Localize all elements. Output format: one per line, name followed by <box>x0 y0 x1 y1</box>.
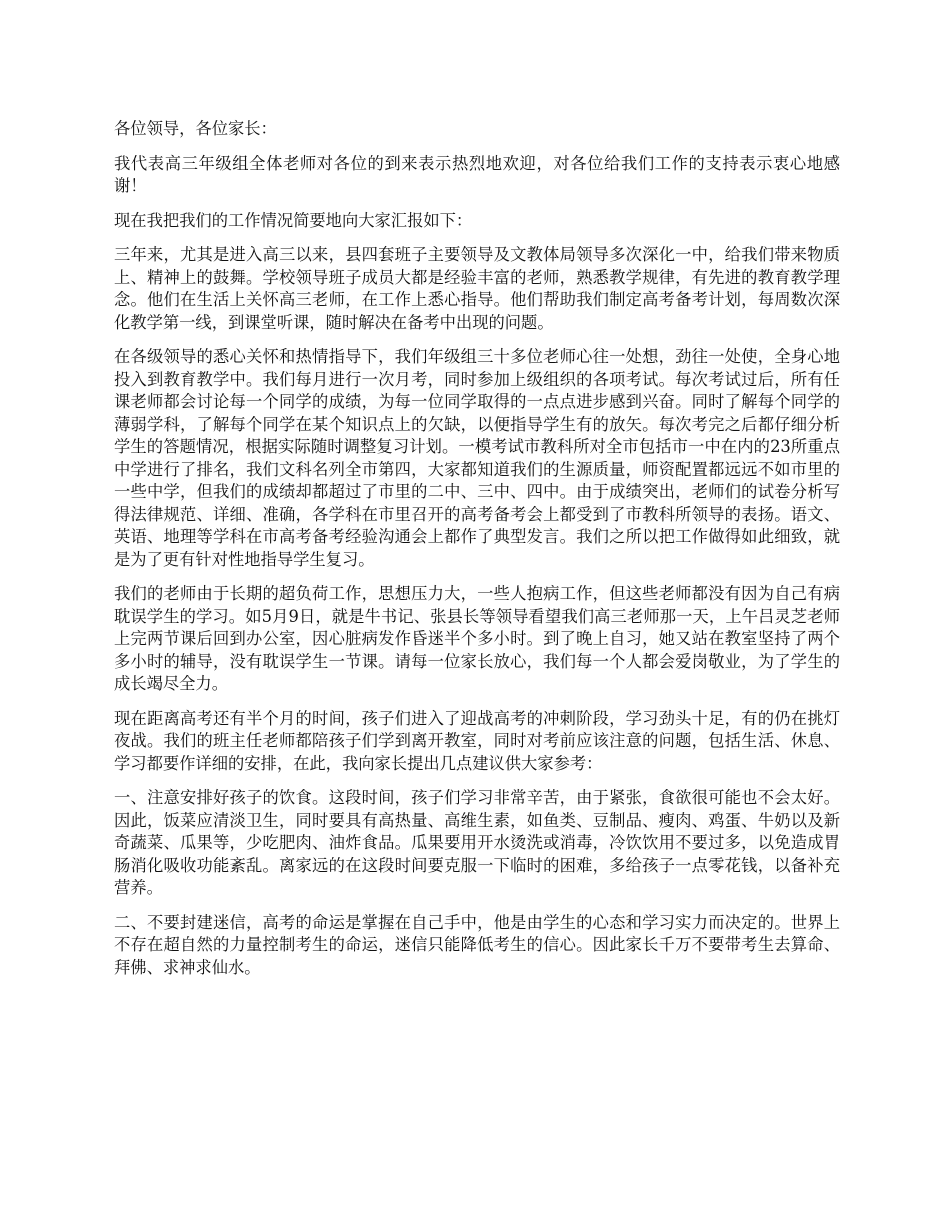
paragraph-intro: 现在我把我们的工作情况简要地向大家汇报如下： <box>114 210 473 230</box>
paragraph-teacher-dedication: 我们的老师由于长期的超负荷工作，思想压力大，一些人抱病工作，但这些老师都没有因为自己有病耽误学生的学习。如5月9日，就是牛书记、张县长等领导看望我们高三老师那一天，上午吕灵芝老师上完两节课后回到办公室，因心脏病发作昏迷半个多小时。到了晚上自习，她又站在教室坚持了两个多小时的辅导，没有耽误学生一节课。请每一位家长放心，我们每一个人都会爱岗敬业，为了学生的成长竭尽全力。 <box>114 584 840 693</box>
paragraph-welcome: 我代表高三年级组全体老师对各位的到来表示热烈地欢迎，对各位给我们工作的支持表示衷心地感谢！ <box>114 153 840 195</box>
paragraph-teaching-work: 在各级领导的悉心关怀和热情指导下，我们年级组三十多位老师心往一处想，劲往一处使，全身心地投入到教育教学中。我们每月进行一次月考，同时参加上级组织的各项考试。每次考试过后，所有任课老师都会讨论每一个同学的成绩，为每一位同学取得的一点点进步感到兴奋。同时了解每个同学的薄弱学科，了解每个同学在某个知识点上的欠缺，以便指导学生有的放矢。每次考完之后都仔细分析学生的答题情况，根据实际随时调整复习计划。一模考试市教科所对全市包括市一中在内的23所重点中学进行了排名，我们文科名列全市第四，大家都知道我们的生源质量，师资配置都远远不如市里的一些中学，但我们的成绩却都超过了市里的二中、三中、四中。由于成绩突出，老师们的试卷分析写得法律规范、详细、准确，各学科在市里召开的高考备考会上都受到了市教科所领导的表扬。语文、英语、地理等学科在市高考备考经验沟通会上都作了典型发言。我们之所以把工作做得如此细致，就是为了更有针对性地指导学生复习。 <box>114 347 840 569</box>
document-page <box>114 118 840 991</box>
paragraph-suggestion-superstition: 二、不要封建迷信，高考的命运是掌握在自己手中，他是由学生的心态和学习实力而决定的。世界上不存在超自然的力量控制考生的命运，迷信只能降低考生的信心。因此家长千万不要带考生去算命、拜佛、求神求仙水。 <box>114 912 840 977</box>
paragraph-leadership: 三年来，尤其是进入高三以来，县四套班子主要领导及文教体局领导多次深化一中，给我们带来物质上、精神上的鼓舞。学校领导班子成员大都是经验丰富的老师，熟悉教学规律，有先进的教育教学理念。他们在生活上关怀高三老师，在工作上悉心指导。他们帮助我们制定高考备考计划，每周数次深化教学第一线，到课堂听课，随时解决在备考中出现的问题。 <box>114 245 840 332</box>
paragraph-suggestion-diet: 一、注意安排好孩子的饮食。这段时间，孩子们学习非常辛苦，由于紧张，食欲很可能也不会太好。因此，饭菜应清淡卫生，同时要具有高热量、高维生素，如鱼类、豆制品、瘦肉、鸡蛋、牛奶以及新奇蔬菜、瓜果等，少吃肥肉、油炸食品。瓜果要用开水烫洗或消毒，冷饮饮用不要过多，以免造成胃肠消化吸收功能紊乱。离家远的在这段时间要克服一下临时的困难，多给孩子一点零花钱，以备补充营养。 <box>114 788 840 897</box>
greeting: 各位领导，各位家长： <box>114 119 277 138</box>
paragraph-exam-preparation: 现在距离高考还有半个月的时间，孩子们进入了迎战高考的冲刺阶段，学习劲头十足，有的仍在挑灯夜战。我们的班主任老师都陪孩子们学到离开教室，同时对考前应该注意的问题，包括生活、休息、学习都要作详细的安排，在此，我向家长提出几点建议供大家参考： <box>114 708 840 773</box>
